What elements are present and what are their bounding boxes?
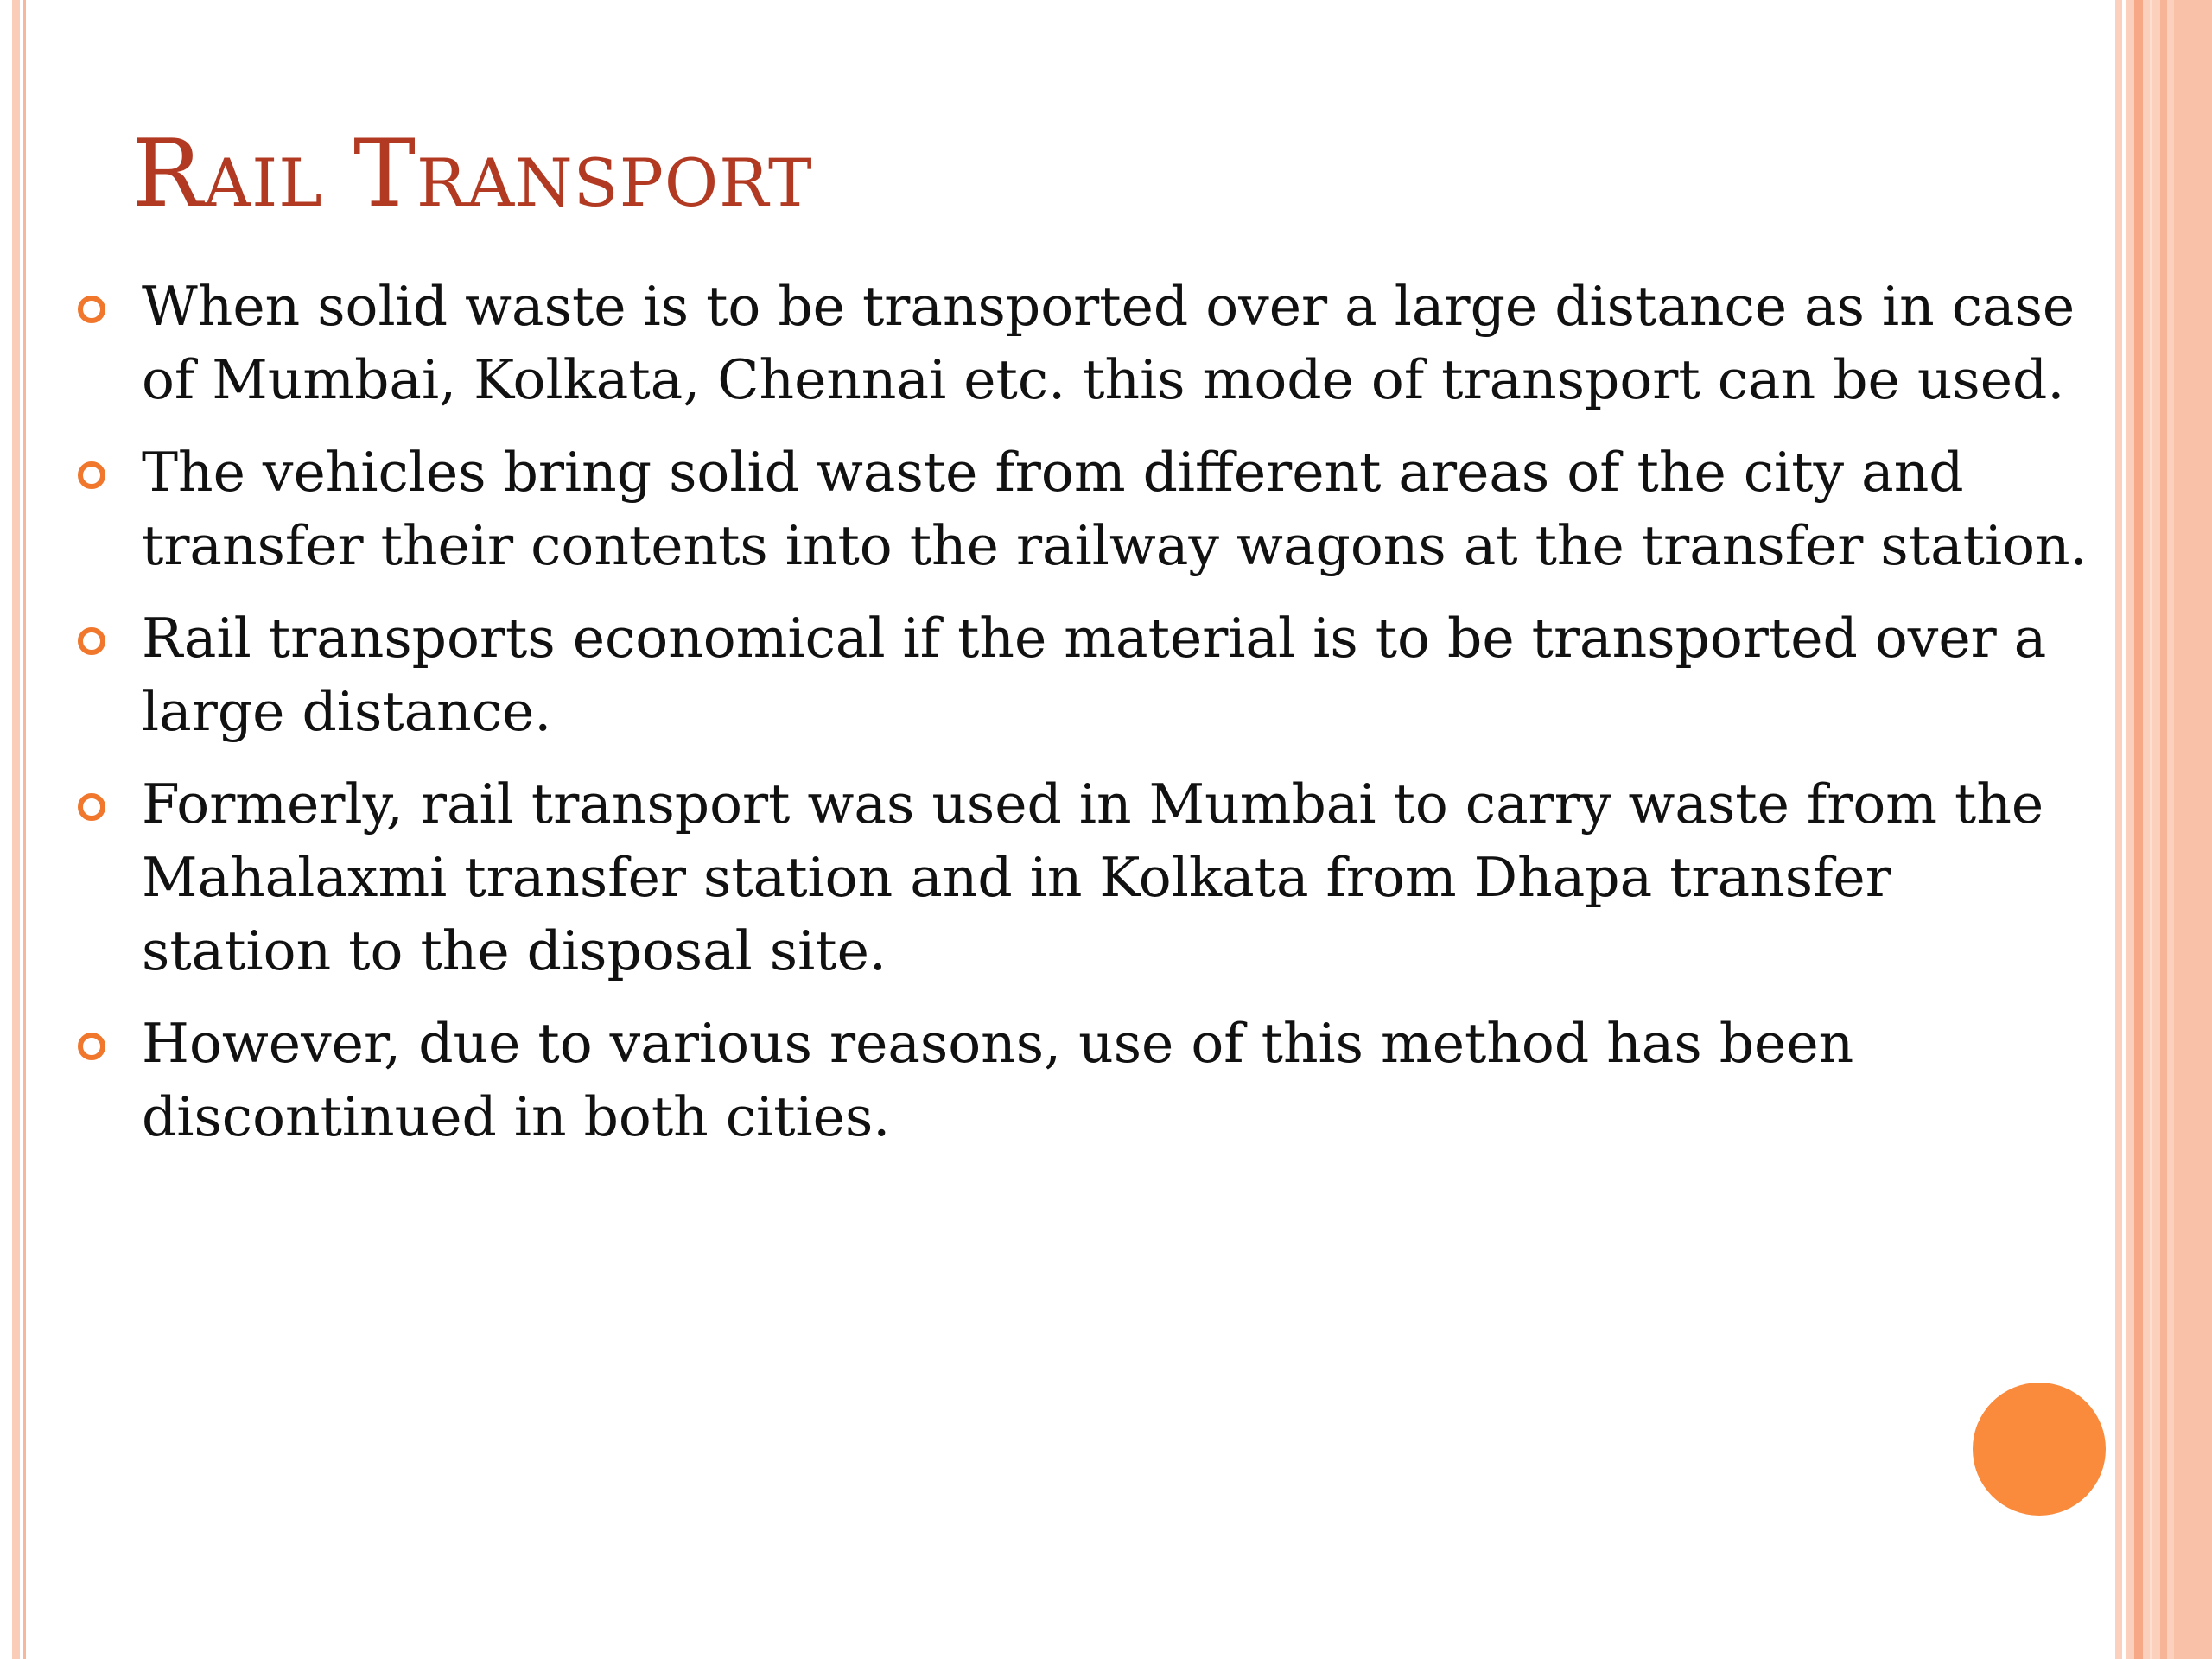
- right-border-line: [2134, 0, 2143, 1659]
- bullet-item: [71, 1007, 2093, 1154]
- left-border-stripe: [12, 0, 20, 1659]
- bullet-item: [71, 601, 2093, 748]
- bullet-text: Formerly, rail transport was used in Mumbai to carry waste from the Mahalaxmi transfer station and in Kolkata from Dhapa transfer station to the disposal site.: [142, 772, 2044, 982]
- bullet-item: [71, 270, 2093, 416]
- right-border-line: [2160, 0, 2167, 1659]
- bullet-text: When solid waste is to be transported over a large distance as in case of Mumbai, Kolkata, Chennai etc. this mode of transport can be used.: [142, 275, 2075, 411]
- bullet-text: Rail transports economical if the material is to be transported over a large distance.: [142, 607, 2047, 743]
- hollow-circle-bullet-icon: [78, 793, 105, 821]
- hollow-circle-bullet-icon: [78, 296, 105, 323]
- bullet-item: [71, 767, 2093, 988]
- bullet-text: The vehicles bring solid waste from different areas of the city and transfer their contents into the railway wagons at the transfer station.: [142, 441, 2088, 577]
- bullet-item: [71, 435, 2093, 582]
- hollow-circle-bullet-icon: [78, 461, 105, 489]
- hollow-circle-bullet-icon: [78, 627, 105, 655]
- right-border-line: [2150, 0, 2152, 1659]
- slide-title: Rail Transport: [132, 120, 813, 228]
- bullet-text: However, due to various reasons, use of this method has been discontinued in both cities.: [142, 1012, 1854, 1148]
- right-border-line: [2174, 0, 2212, 1659]
- bullet-list: [71, 270, 2093, 1173]
- right-border-line: [2122, 0, 2126, 1659]
- left-border-stripe-thin: [23, 0, 26, 1659]
- orange-circle-icon: [1973, 1382, 2106, 1516]
- hollow-circle-bullet-icon: [78, 1033, 105, 1060]
